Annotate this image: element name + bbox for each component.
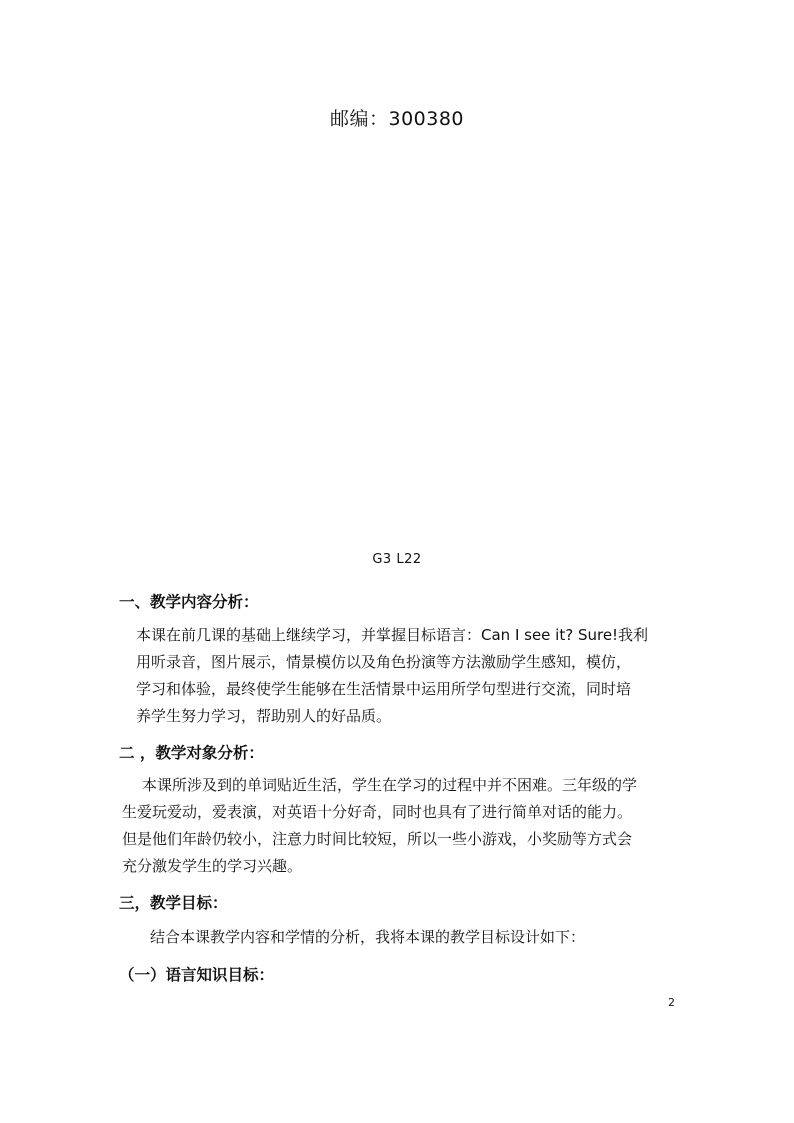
paragraph-line: 本课所涉及到的单词贴近生活，学生在学习的过程中并不困难。三年级的学 (142, 776, 638, 794)
section-heading-content-analysis: 一、教学内容分析： (119, 593, 259, 611)
paragraph-line: 结合本课教学内容和学情的分析，我将本课的教学目标设计如下： (150, 928, 586, 946)
postcode-header: 邮编：300380 (329, 108, 465, 130)
paragraph-line: 但是他们年龄仍较小，注意力时间比较短，所以一些小游戏，小奖励等方式会 (122, 830, 633, 848)
paragraph-line: 生爱玩爱动，爱表演，对英语十分好奇，同时也具有了进行简单对话的能力。 (122, 803, 633, 821)
page-number: 2 (668, 996, 675, 1009)
paragraph-line: 用听录音，图片展示，情景模仿以及角色扮演等方法激励学生感知，模仿， (136, 653, 632, 671)
section-heading-student-analysis: 二 ，教学对象分析： (119, 744, 264, 762)
section-heading-teaching-goals: 三，教学目标： (119, 894, 228, 912)
subsection-heading-language-knowledge: （一）语言知识目标： (119, 966, 275, 984)
paragraph-line: 学习和体验，最终使学生能够在生活情景中运用所学句型进行交流，同时培 (136, 680, 632, 698)
paragraph-line: 充分激发学生的学习兴趣。 (122, 857, 303, 875)
paragraph-line: 养学生努力学习，帮助别人的好品质。 (136, 707, 392, 725)
paragraph-line: 本课在前几课的基础上继续学习，并掌握目标语言：Can I see it? Sure!我利 (136, 626, 649, 644)
lesson-code: G3 L22 (372, 552, 422, 567)
